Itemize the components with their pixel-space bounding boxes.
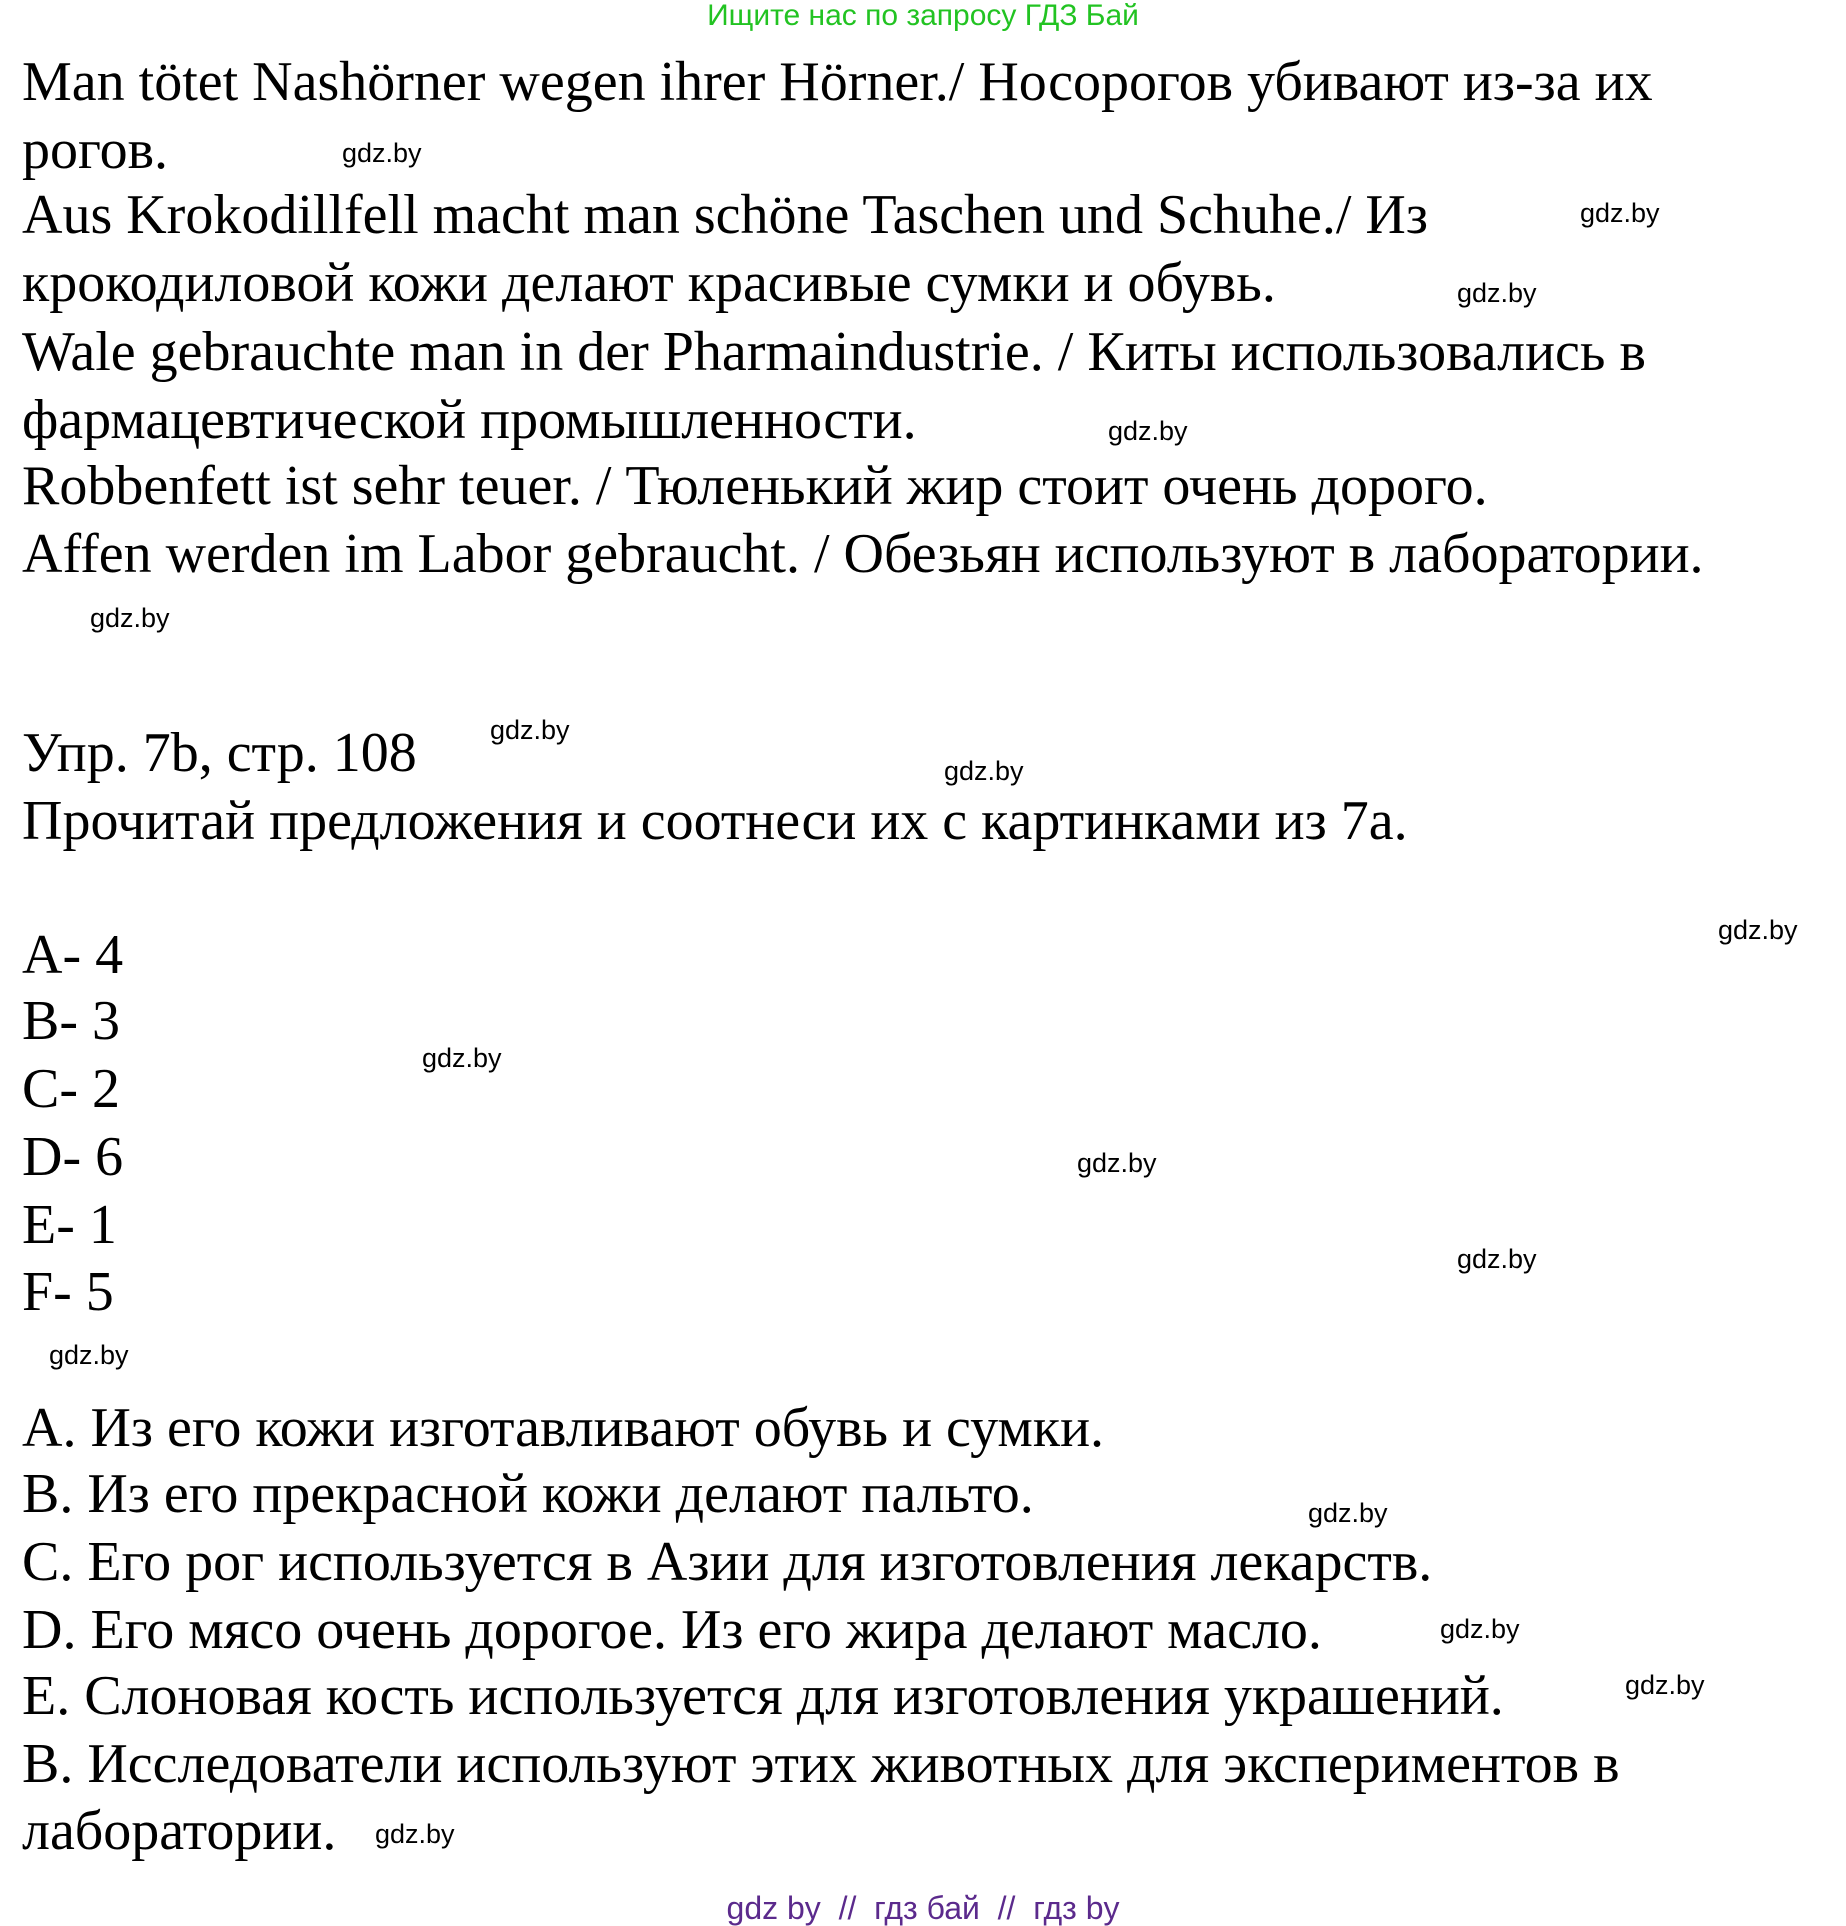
watermark: gdz.by xyxy=(1440,1614,1520,1644)
sentence-line: лаборатории. xyxy=(22,1800,337,1862)
sentence-line: C. Его рог используется в Азии для изготовления лекарств. xyxy=(22,1531,1433,1593)
watermark: gdz.by xyxy=(1308,1498,1388,1528)
sentence-line: A. Из его кожи изготавливают обувь и сумки. xyxy=(22,1397,1105,1459)
watermark: gdz.by xyxy=(342,138,422,168)
sentence-line: E. Слоновая кость используется для изготовления украшений. xyxy=(22,1665,1504,1727)
watermark: gdz.by xyxy=(1108,416,1188,446)
watermark: gdz.by xyxy=(944,756,1024,786)
watermark: gdz.by xyxy=(1625,1670,1705,1700)
translation-line: рогов. xyxy=(22,119,169,181)
watermark: gdz.by xyxy=(1718,915,1798,945)
translation-line: крокодиловой кожи делают красивые сумки и обувь. xyxy=(22,252,1276,314)
translation-line: Robbenfett ist sehr teuer. / Тюленький жир стоит очень дорого. xyxy=(22,455,1488,517)
watermark: gdz.by xyxy=(375,1819,455,1849)
answer-item: B- 3 xyxy=(22,990,120,1052)
translation-line: Wale gebrauchte man in der Pharmaindustrie. / Киты использовались в xyxy=(22,321,1646,383)
sentence-line: B. Исследователи используют этих животных для экспериментов в xyxy=(22,1733,1620,1795)
watermark: gdz.by xyxy=(1077,1148,1157,1178)
watermark: gdz.by xyxy=(422,1043,502,1073)
answer-item: D- 6 xyxy=(22,1126,124,1188)
sentence-line: D. Его мясо очень дорогое. Из его жира делают масло. xyxy=(22,1599,1322,1661)
answer-item: A- 4 xyxy=(22,924,124,986)
watermark: gdz.by xyxy=(1457,278,1537,308)
footer-links: gdz by // гдз бай // гдз by xyxy=(726,1890,1120,1926)
watermark: gdz.by xyxy=(1580,198,1660,228)
translation-line: Man tötet Nashörner wegen ihrer Hörner./ Носорогов убивают из-за их xyxy=(22,51,1653,113)
answer-item: C- 2 xyxy=(22,1058,120,1120)
exercise-title: Упр. 7b, стр. 108 xyxy=(22,722,417,784)
answer-item: E- 1 xyxy=(22,1194,117,1256)
watermark: gdz.by xyxy=(490,715,570,745)
watermark: gdz.by xyxy=(90,603,170,633)
sentence-line: B. Из его прекрасной кожи делают пальто. xyxy=(22,1463,1034,1525)
watermark: gdz.by xyxy=(1457,1244,1537,1274)
translation-line: Affen werden im Labor gebraucht. / Обезьян используют в лаборатории. xyxy=(22,523,1704,585)
answer-item: F- 5 xyxy=(22,1261,114,1323)
translation-line: Aus Krokodillfell macht man schöne Taschen und Schuhe./ Из xyxy=(22,184,1428,246)
exercise-instruction: Прочитай предложения и соотнеси их с картинками из 7a. xyxy=(22,790,1408,852)
translation-line: фармацевтической промышленности. xyxy=(22,389,917,451)
watermark: gdz.by xyxy=(49,1340,129,1370)
search-banner: Ищите нас по запросу ГДЗ Бай xyxy=(707,0,1139,32)
